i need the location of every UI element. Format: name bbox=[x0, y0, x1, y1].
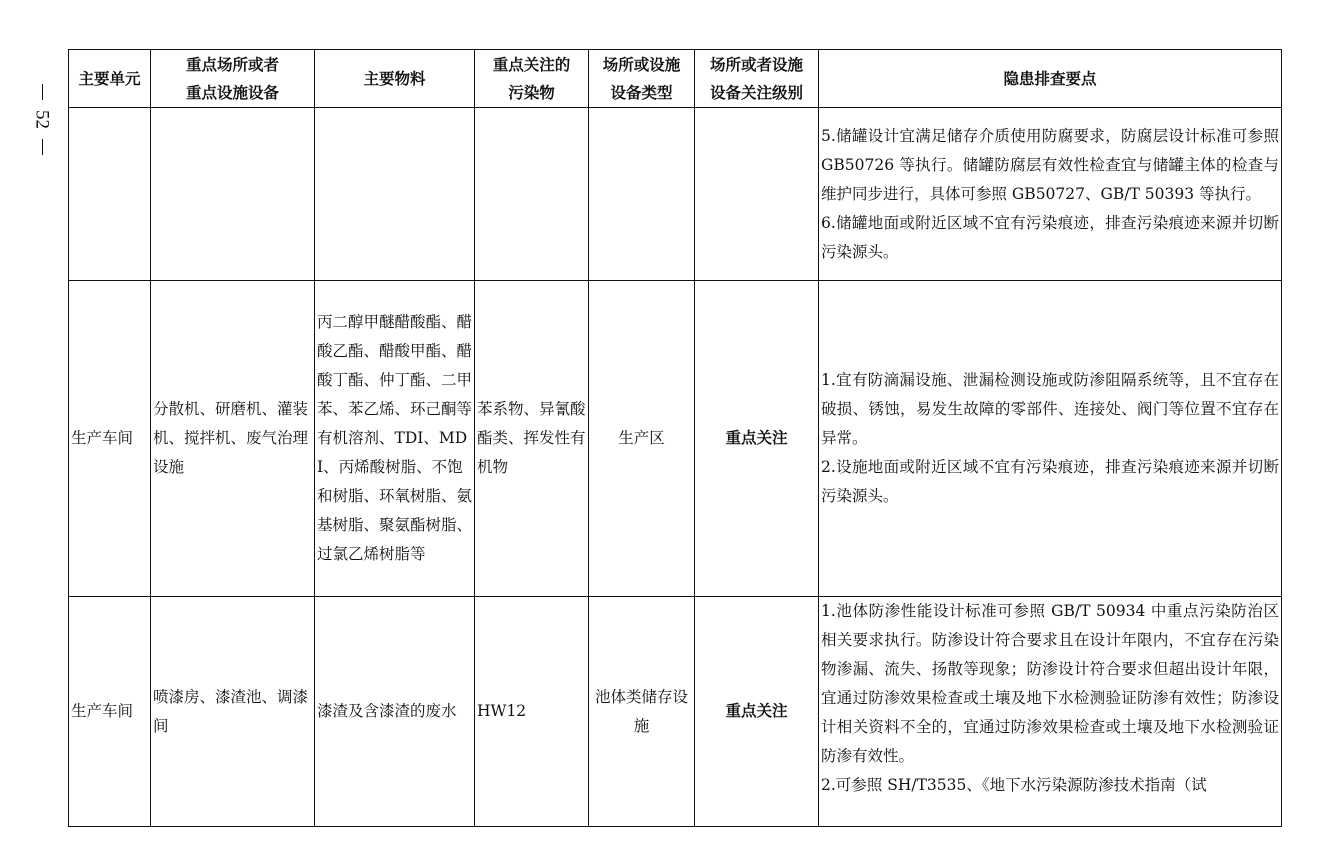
header-points: 隐患排查要点 bbox=[819, 50, 1282, 108]
cell-level: 重点关注 bbox=[695, 281, 819, 597]
page-number-dash-top bbox=[42, 84, 43, 100]
cell-type: 池体类储存设施 bbox=[589, 597, 695, 827]
cell-level bbox=[695, 108, 819, 281]
cell-pollutants: HW12 bbox=[475, 597, 589, 827]
point-item: 2.可参照 SH/T3535、《地下水污染源防渗技术指南（试 bbox=[821, 776, 1207, 794]
page-number-dash-bottom bbox=[42, 139, 43, 155]
table-row bbox=[69, 281, 1282, 597]
point-item: 1.池体防渗性能设计标准可参照 GB/T 50934 中重点污染防治区相关要求执行。防渗设计符合要求且在设计年限内，不宜存在污染物渗漏、流失、扬散等现象；防渗设计符合要求但超出设计年限，宜通过防渗效果检查或土壤及地下水检测验证防渗有效性；防渗设计相关资料不全的，宜通过防渗效果检查或土壤及地下水检测验证防渗有效性。 bbox=[821, 602, 1279, 765]
header-unit: 主要单元 bbox=[69, 50, 151, 108]
header-site: 重点场所或者 重点设施设备 bbox=[151, 50, 315, 108]
point-item: 2.设施地面或附近区域不宜有污染痕迹，排查污染痕迹来源并切断污染源头。 bbox=[821, 458, 1279, 505]
table-row bbox=[69, 597, 1282, 827]
table-row bbox=[69, 108, 1282, 281]
cell-site: 喷漆房、漆渣池、调漆间 bbox=[151, 597, 315, 827]
cell-pollutants: 苯系物、异氰酸酯类、挥发性有机物 bbox=[475, 281, 589, 597]
cell-materials: 漆渣及含漆渣的废水 bbox=[315, 597, 475, 827]
cell-site: 分散机、研磨机、灌装机、搅拌机、废气治理设施 bbox=[151, 281, 315, 597]
page-number bbox=[30, 84, 54, 184]
cell-unit: 生产车间 bbox=[69, 597, 151, 827]
header-pollutants: 重点关注的 污染物 bbox=[475, 50, 589, 108]
cell-materials: 丙二醇甲醚醋酸酯、醋酸乙酯、醋酸甲酯、醋酸丁酯、仲丁酯、二甲苯、苯乙烯、环己酮等有机溶剂、TDI、MDI、丙烯酸树脂、不饱和树脂、环氧树脂、氨基树脂、聚氨酯树脂、过氯乙烯树脂等 bbox=[315, 281, 475, 597]
header-type: 场所或设施 设备类型 bbox=[589, 50, 695, 108]
header-materials: 主要物料 bbox=[315, 50, 475, 108]
cell-site bbox=[151, 108, 315, 281]
cell-unit bbox=[69, 108, 151, 281]
header-level: 场所或者设施 设备关注级别 bbox=[695, 50, 819, 108]
cell-points bbox=[819, 597, 1282, 827]
page-number-value: 52 bbox=[31, 110, 53, 129]
cell-pollutants bbox=[475, 108, 589, 281]
cell-type bbox=[589, 108, 695, 281]
cell-type: 生产区 bbox=[589, 281, 695, 597]
cell-unit: 生产车间 bbox=[69, 281, 151, 597]
cell-points bbox=[819, 281, 1282, 597]
cell-materials bbox=[315, 108, 475, 281]
cell-points bbox=[819, 108, 1282, 281]
point-item: 5.储罐设计宜满足储存介质使用防腐要求，防腐层设计标准可参照 GB50726 等执行。储罐防腐层有效性检查宜与储罐主体的检查与维护同步进行，具体可参照 GB50727、GB/T 50393 等执行。 bbox=[821, 126, 1279, 203]
header-row bbox=[69, 50, 1282, 108]
point-item: 6.储罐地面或附近区域不宜有污染痕迹，排查污染痕迹来源并切断污染源头。 bbox=[821, 213, 1279, 261]
cell-level: 重点关注 bbox=[695, 597, 819, 827]
point-item: 1.宜有防滴漏设施、泄漏检测设施或防渗阻隔系统等，且不宜存在破损、锈蚀，易发生故障的零部件、连接处、阀门等位置不宜存在异常。 bbox=[821, 371, 1279, 447]
hazard-inspection-table bbox=[68, 49, 1282, 827]
